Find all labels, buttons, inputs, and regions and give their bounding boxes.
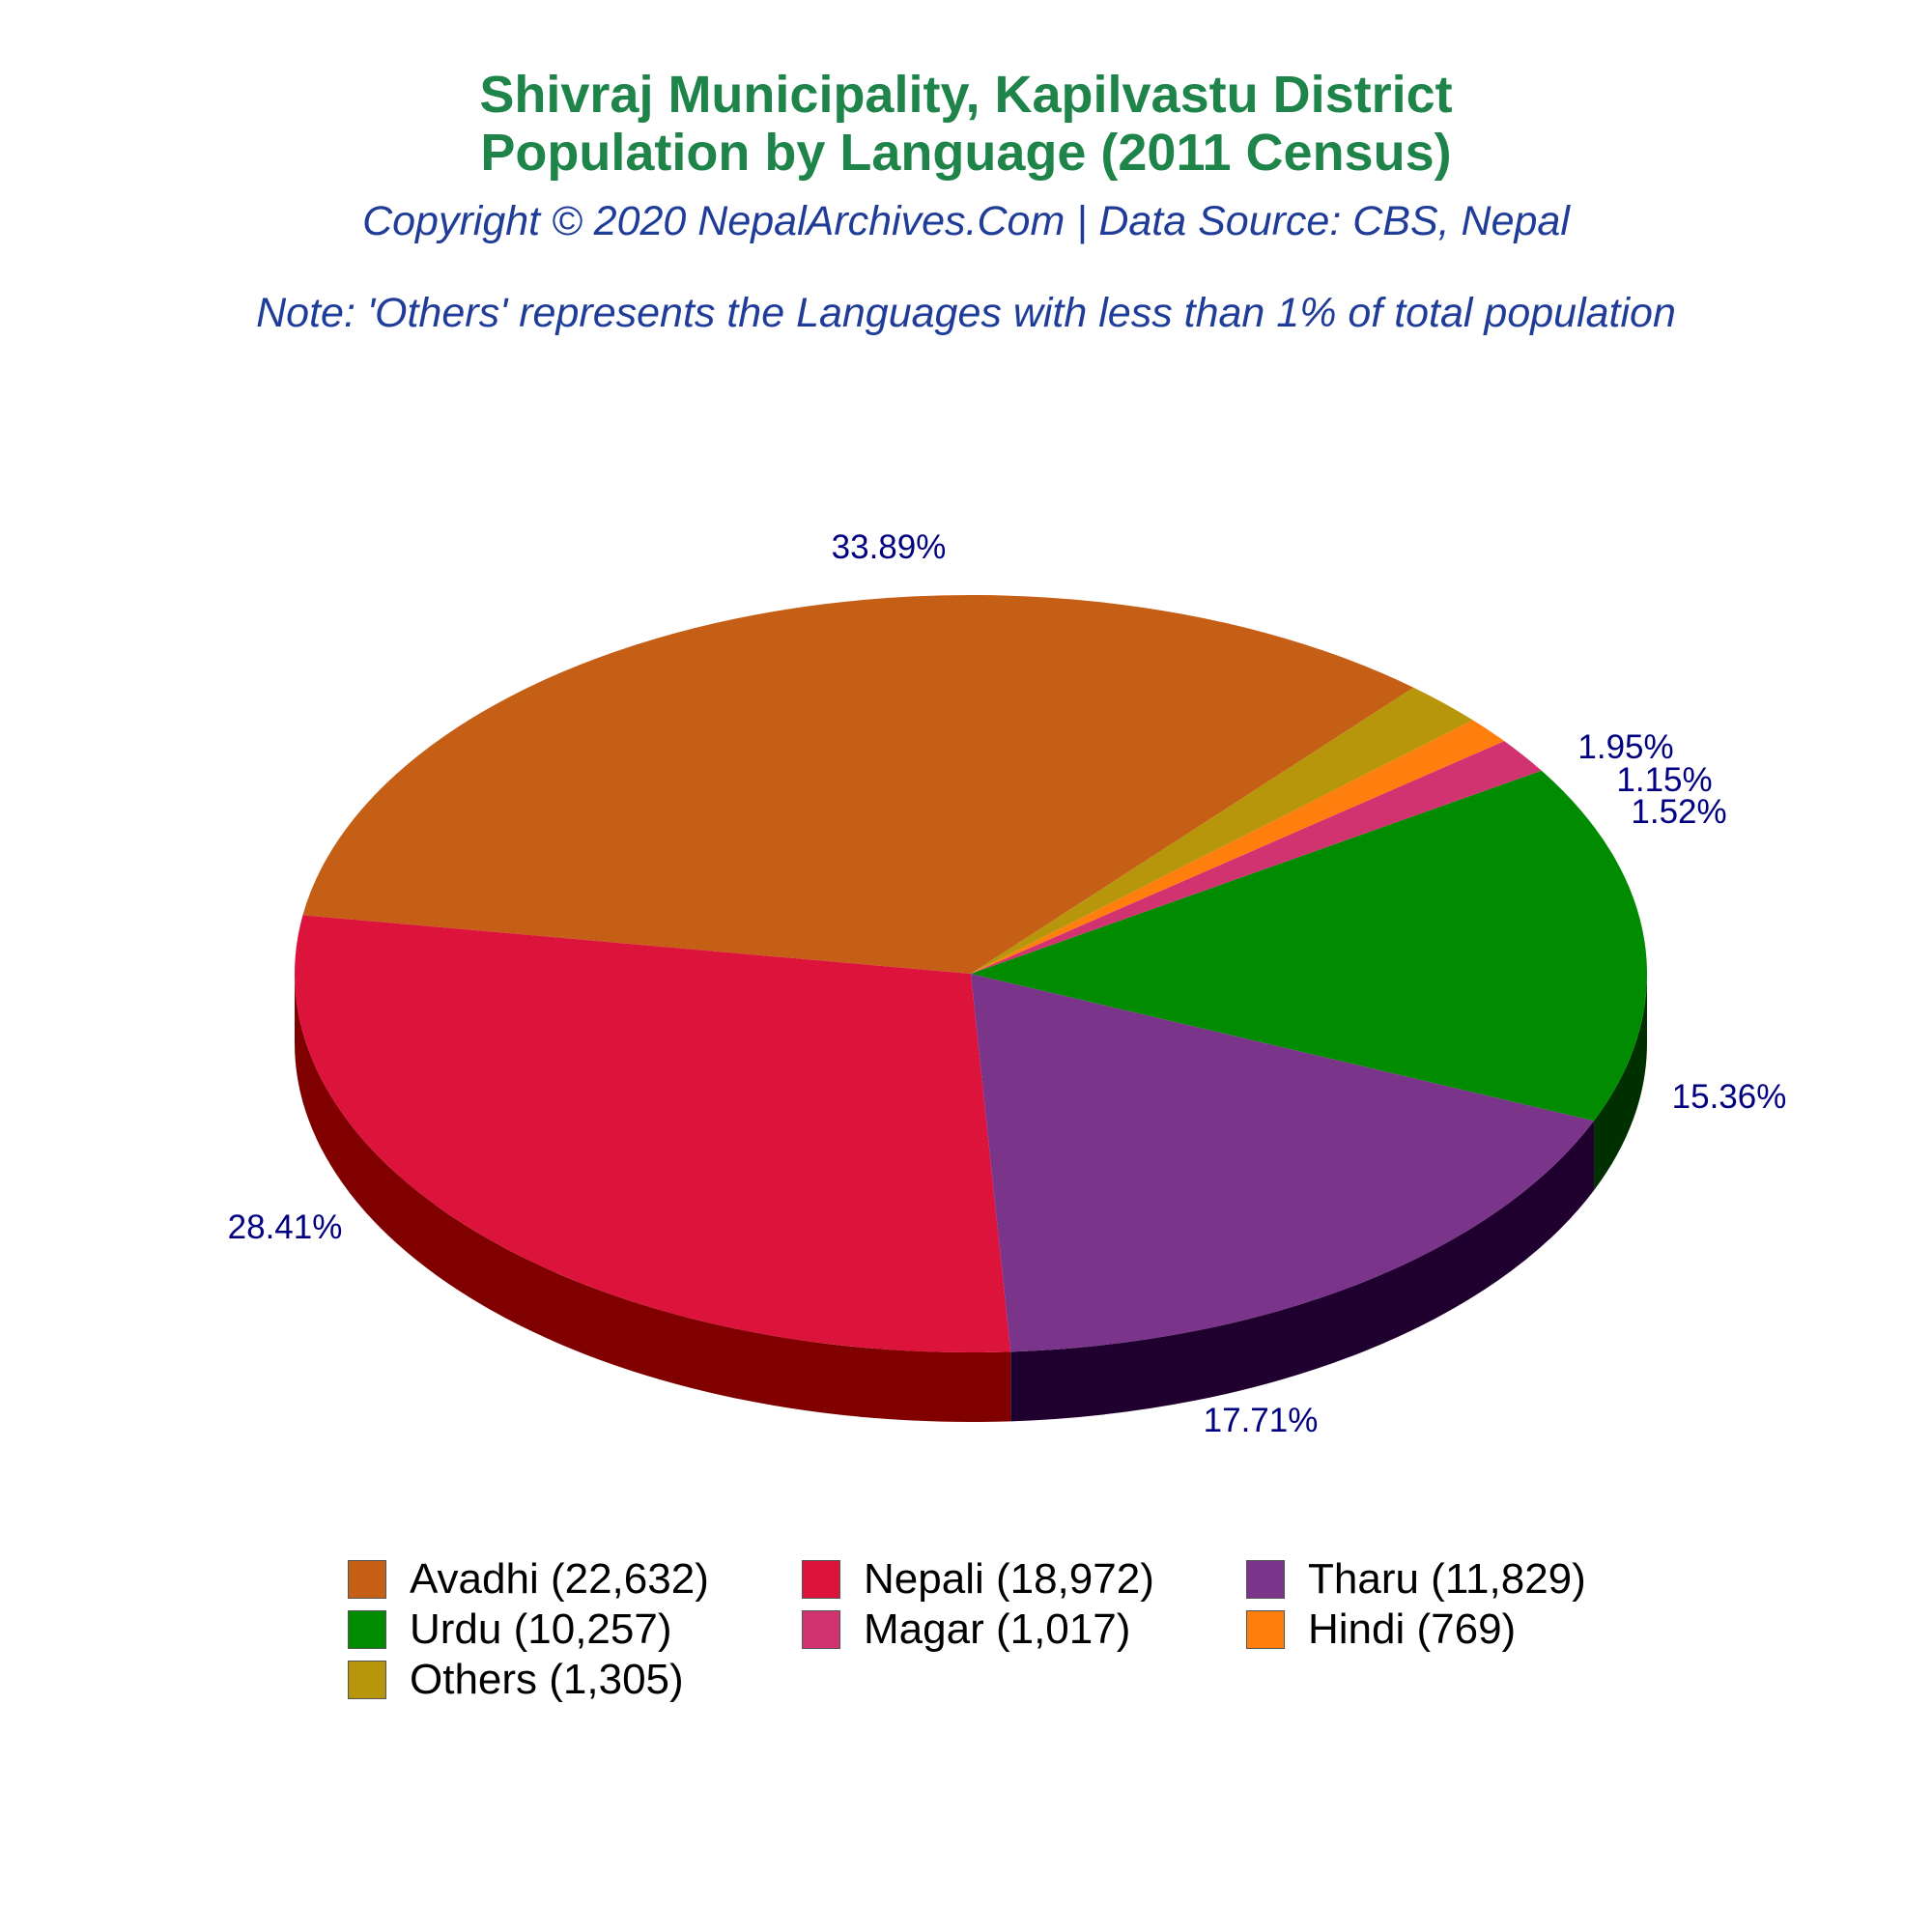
legend-swatch	[1246, 1610, 1285, 1649]
legend-item-others	[348, 1656, 684, 1704]
legend-label: Tharu (11,829)	[1308, 1555, 1586, 1603]
legend-swatch	[1246, 1560, 1285, 1599]
data-label-avadhi: 33.89%	[831, 528, 947, 566]
pie-slices	[295, 595, 1647, 1352]
data-label-magar: 1.52%	[1631, 793, 1727, 831]
legend-label: Hindi (769)	[1308, 1605, 1517, 1653]
legend-label: Avadhi (22,632)	[410, 1555, 709, 1603]
data-label-tharu: 17.71%	[1203, 1402, 1319, 1439]
data-label-urdu: 15.36%	[1671, 1078, 1787, 1116]
legend-label: Urdu (10,257)	[410, 1605, 672, 1653]
legend-item-avadhi	[348, 1555, 709, 1604]
legend-item-magar	[802, 1605, 1130, 1654]
legend-label: Nepali (18,972)	[864, 1555, 1154, 1603]
legend-swatch	[348, 1610, 386, 1649]
legend-swatch	[802, 1560, 840, 1599]
data-label-nepali: 28.41%	[227, 1208, 343, 1246]
data-label-hindi: 1.15%	[1616, 761, 1713, 799]
data-label-others: 1.95%	[1577, 728, 1674, 766]
legend-item-nepali	[802, 1555, 1154, 1604]
legend-swatch	[348, 1661, 386, 1699]
legend-item-hindi	[1246, 1605, 1516, 1654]
chart-title-line1: Shivraj Municipality, Kapilvastu District	[479, 66, 1453, 124]
legend-label: Magar (1,017)	[864, 1605, 1131, 1653]
copyright-text: Copyright © 2020 NepalArchives.Com | Data Source: CBS, Nepal	[362, 198, 1570, 244]
legend-label: Others (1,305)	[410, 1656, 684, 1703]
legend-item-urdu	[348, 1605, 671, 1654]
legend-item-tharu	[1246, 1555, 1586, 1604]
legend-swatch	[802, 1610, 840, 1649]
pie-slice-nepali	[295, 915, 1010, 1352]
chart-title-line2: Population by Language (2011 Census)	[480, 124, 1452, 182]
note-text: Note: 'Others' represents the Languages with less than 1% of total population	[256, 290, 1676, 336]
legend-swatch	[348, 1560, 386, 1599]
